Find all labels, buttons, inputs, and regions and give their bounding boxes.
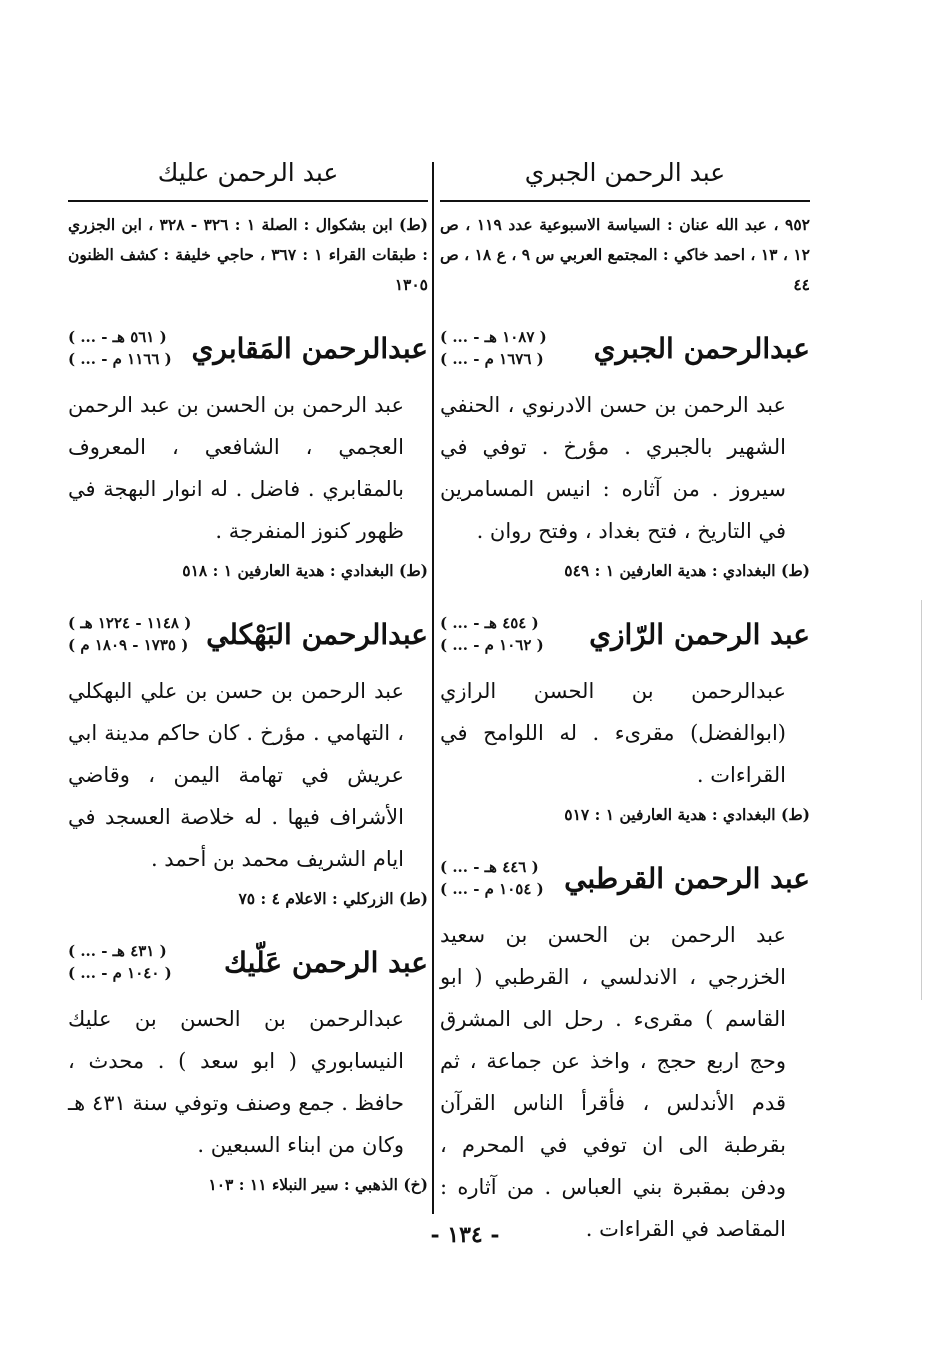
entry-header [68,934,428,990]
entry-dates [440,856,544,900]
entry-text: عبد الرحمن بن الحسن بن عبد الرحمن العجمي ، الشافعي ، المعروف بالمقابري . فاضل . له انوار البهجة في ظهور كنوز المنفرجة . [68,393,404,543]
entry-name: عبد الرحمن عَلّيك [224,945,428,979]
entry-name: عبدالرحمن المَقابري [191,331,428,365]
entry-reference: (ط) الزركلي : الاعلام ٤ : ٧٥ [238,889,428,908]
gregorian-dates: ( ١٧٣٥ - ١٨٠٩ م ) [68,636,189,654]
entry-dates [68,612,191,656]
right-column [440,150,810,1250]
running-head-left: عبد الرحمن عليك [68,150,428,202]
hijri-dates: ( ١١٤٨ - ١٢٢٤ هـ ) [68,614,192,632]
hijri-dates: ( ... - ١٠٨٧ هـ ) [440,328,547,346]
entry-name: عبدالرحمن البَهْكلي [206,617,428,651]
entry-text: عبدالرحمن بن الحسن بن عليك النيسابوري ( ابو سعد ) . محدث ، حافظ . جمع وصنف وتوفي سنة ٤٣١ هـ وكان من ابناء السبعين . [68,1007,405,1157]
entry-qurtubi [440,850,810,1250]
entry-dates [440,326,547,370]
gregorian-dates: ( ... - ١١٦٦ م ) [68,350,172,368]
page-number: - ١٣٤ - [430,1222,500,1248]
entry-header [440,606,810,662]
entry-dates [68,326,172,370]
entry-text: عبد الرحمن بن حسن الادرنوي ، الحنفي الشهير بالجبري . مؤرخ . توفي في سيروز . من آثاره : انيس المسامرين في التاريخ ، فتح بغداد ، وفتح روان . [440,393,786,543]
hijri-dates: ( ... - ٤٣١ هـ ) [68,942,167,960]
entry-name: عبد الرحمن القرطبي [564,861,810,895]
scan-edge-mark [921,600,922,1000]
column-divider [432,162,434,1214]
entry-header [68,320,428,376]
entry-text: عبدالرحمن بن الحسن الرازي (ابوالفضل) مقرىء . له اللوامح في القراءات . [440,679,786,787]
entry-bahkali [68,606,428,914]
entry-dates [440,612,544,656]
entry-reference: (خ) الذهبي : سير النبلاء ١١ : ١٠٣ [208,1175,428,1194]
entry-header [68,606,428,662]
entry-reference: (ط) البغدادي : هدية العارفين ١ : ٥١٧ [564,805,810,824]
left-column [68,150,428,1200]
entry-header [440,320,810,376]
gregorian-dates: ( ... - ١٠٤٠ م ) [68,964,172,982]
entry-name: عبد الرحمن الرّازي [589,617,810,651]
gregorian-dates: ( ... - ١٠٥٤ م ) [440,880,544,898]
continued-references: ٩٥٢ ، عبد الله عنان : السياسة الاسبوعية عدد ١١٩ ، ص ١٢ ، ١٣ ، احمد خاكي : المجتمع العربي س ٩ ، ع ١٨ ، ص ٤٤ [440,215,811,294]
entry-header [440,850,810,906]
entry-jabarti [440,320,810,586]
entry-razi [440,606,810,830]
gregorian-dates: ( ... - ١٦٧٦ م ) [440,350,544,368]
running-head-right: عبد الرحمن الجبري [440,150,810,202]
entry-maqabiri [68,320,428,586]
continued-references: (ط) ابن بشكوال : الصلة ١ : ٣٢٦ - ٣٢٨ ، ابن الجزري : طبقات القراء ١ : ٣٦٧ ، حاجي خليفة : كشف الظنون ١٣٠٥ [68,215,429,294]
entry-reference: (ط) البغدادي : هدية العارفين ١ : ٥١٨ [182,561,428,580]
entry-reference: (ط) البغدادي : هدية العارفين ١ : ٥٤٩ [564,561,810,580]
entry-alik [68,934,428,1200]
hijri-dates: ( ... - ٥٦١ هـ ) [68,328,167,346]
entry-text: عبد الرحمن بن الحسن بن سعيد الخزرجي ، الاندلسي ، القرطبي ( ابو القاسم ) مقرىء . رحل الى المشرق وحج اربع حجج ، واخذ عن جماعة ، ثم قدم الأندلس ، فأقرأ الناس القرآن بقرطبة الى ان توفي في المحرم ، ودفن بمقبرة بني العباس . من آثاره : المقاصد في القراءات . [440,923,786,1241]
entry-name: عبدالرحمن الجبري [593,331,810,365]
entry-dates [68,940,172,984]
gregorian-dates: ( ... - ١٠٦٢ م ) [440,636,544,654]
entry-text: عبد الرحمن بن حسن بن علي البهكلي ، التهامي . مؤرخ . كان حاكم مدينة ابي عريش في تهامة اليمن ، وقاضي الأشراف فيها . له خلاصة العسجد في ايام الشريف محمد بن أحمد . [68,679,404,871]
hijri-dates: ( ... - ٤٥٤ هـ ) [440,614,539,632]
hijri-dates: ( ... - ٤٤٦ هـ ) [440,858,539,876]
